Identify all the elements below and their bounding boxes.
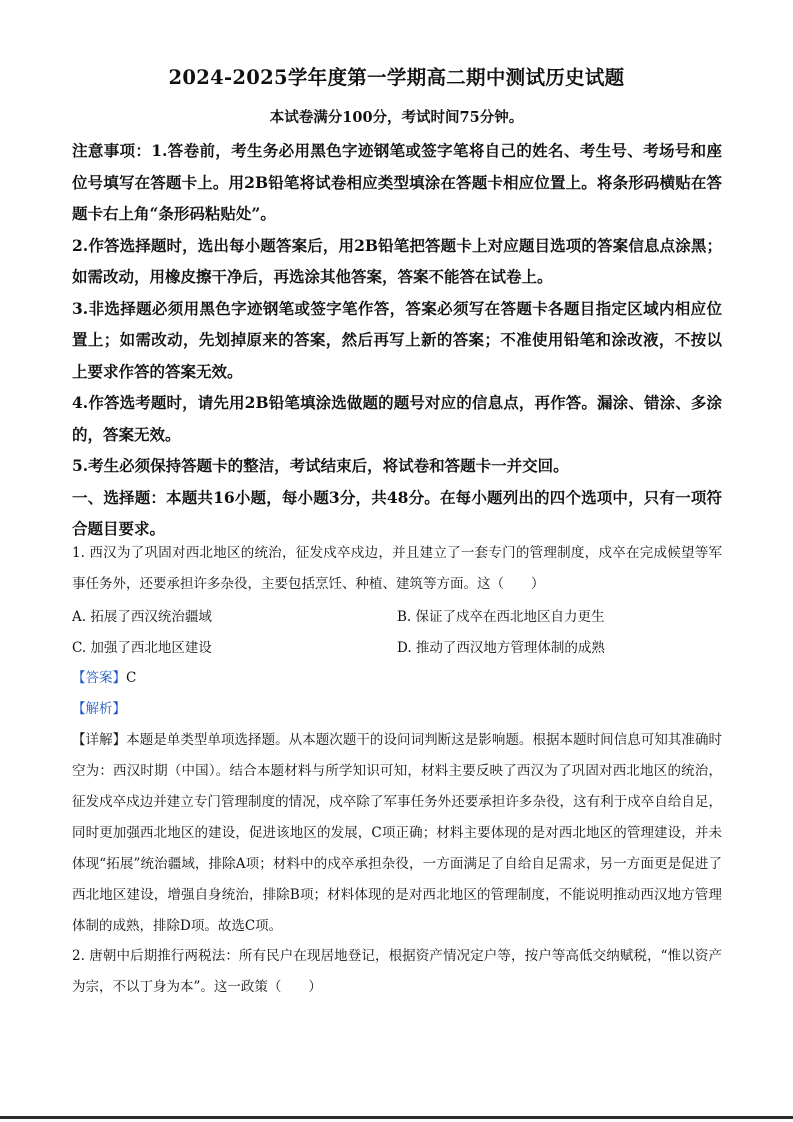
instruction-1: 注意事项：1.答卷前，考生务必用黑色字迹钢笔或签字笔将自己的姓名、考生号、考场号和座位号填写在答题卡上。用2B铅笔将试卷相应类型填涂在答题卡相应位置上。将条形码横贴在答题卡右上角“条形码粘贴处”。	[72, 141, 722, 223]
instructions-block	[72, 135, 722, 545]
detail-block	[72, 725, 722, 942]
analysis-label: 【解析】	[72, 701, 126, 717]
section-heading: 一、选择题：本题共16小题，每小题3分，共48分。在每小题列出的四个选项中，只有一项符合题目要求。	[72, 487, 722, 538]
page-bottom-rule	[0, 1116, 793, 1119]
exam-info: 本试卷满分100分，考试时间75分钟。	[269, 109, 524, 126]
option-b: B. 保证了戍卒在西北地区自力更生	[397, 609, 605, 625]
instruction-3: 3.非选择题必须用黑色字迹钢笔或签字笔作答，答案必须写在答题卡各题目指定区域内相应位置上；如需改动，先划掉原来的答案，然后再写上新的答案；不准使用铅笔和涂改液，不按以上要求作答的答案无效。	[72, 298, 722, 381]
instruction-4: 4.作答选考题时，请先用2B铅笔填涂选做题的题号对应的信息点，再作答。漏涂、错涂、多涂的，答案无效。	[72, 393, 722, 444]
question-1-stem	[72, 538, 722, 600]
detail-label: 【详解】	[72, 732, 127, 748]
answer-value: C	[126, 670, 137, 686]
answer-label: 【答案】	[72, 670, 126, 686]
question-2-stem	[72, 941, 722, 1003]
option-d: D. 推动了西汉地方管理体制的成熟	[397, 640, 605, 656]
option-a: A. 拓展了西汉统治疆域	[72, 609, 212, 625]
detail-text: 本题是单类型单项选择题。从本题次题干的设问词判断这是影响题。根据本题时间信息可知其准确时空为：西汉时期（中国）。结合本题材料与所学知识可知，材料主要反映了西汉为了巩固对西北地区的统治，征发戍卒戍边并建立专门管理制度的情况，戍卒除了军事任务外还要承担许多杂役，这有利于戍卒自给自足，同时更加强西北地区的建设，促进该地区的发展，C项正确；材料主要体现的是对西北地区的管理建设，并未体现“拓展”统治疆域，排除A项；材料中的戍卒承担杂役，一方面满足了自给自足需求，另一方面更是促进了西北地区建设，增强自身统治，排除B项；材料体现的是对西北地区的管理制度，不能说明推动西汉地方管理体制的成熟，排除D项。故选C项。	[72, 732, 723, 934]
question-1-text: 1. 西汉为了巩固对西北地区的统治，征发戍卒戍边，并且建立了一套专门的管理制度，戍卒在完成候望等军事任务外，还要承担许多杂役，主要包括烹饪、种植、建筑等方面。这（ ）	[72, 545, 722, 592]
option-c: C. 加强了西北地区建设	[72, 640, 212, 656]
question-2-text: 2. 唐朝中后期推行两税法：所有民户在现居地登记，根据资产情况定户等，按户等高低交纳赋税，“惟以资产为宗，不以丁身为本”。这一政策（ ）	[72, 948, 722, 995]
instruction-2: 2.作答选择题时，选出每小题答案后，用2B铅笔把答题卡上对应题目选项的答案信息点涂黑；如需改动，用橡皮擦干净后，再选涂其他答案，答案不能答在试卷上。	[72, 235, 722, 286]
page-title: 2024-2025学年度第一学期高二期中测试历史试题	[168, 66, 625, 89]
instruction-5: 5.考生必须保持答题卡的整洁，考试结束后，将试卷和答题卡一并交回。	[72, 456, 569, 475]
analysis-line	[72, 694, 722, 725]
answer-line	[72, 663, 722, 694]
